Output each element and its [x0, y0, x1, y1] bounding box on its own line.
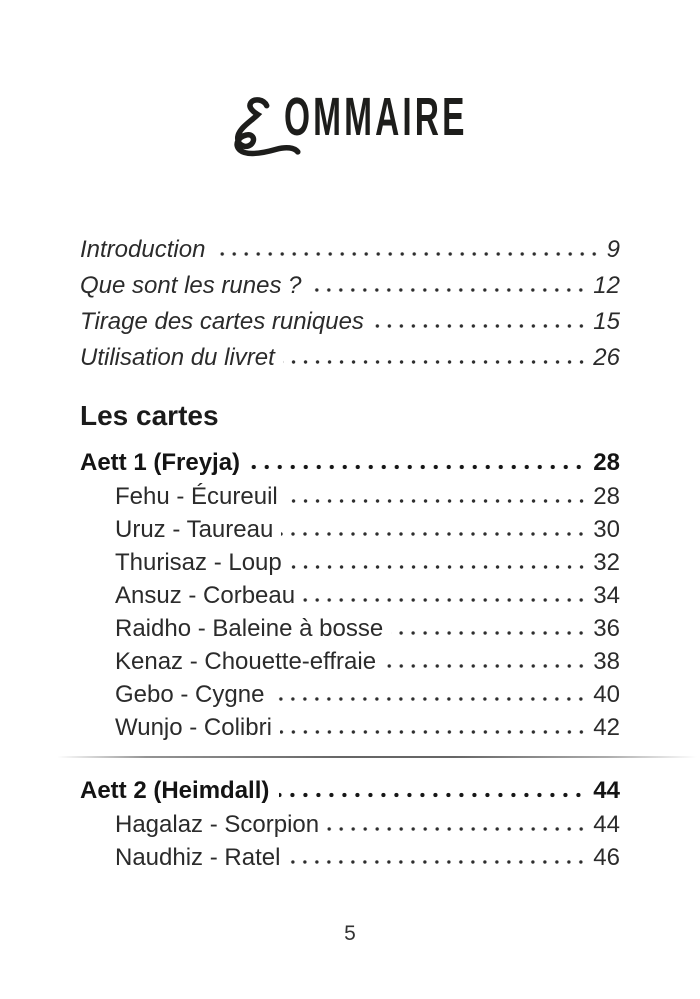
toc-entry-label: Tirage des cartes runiques: [80, 308, 364, 335]
table-of-contents: [80, 232, 620, 874]
section-items: [80, 480, 620, 744]
section-title-row: [80, 446, 620, 480]
dot-leader: [280, 729, 587, 735]
toc-entry-label: Utilisation du livret: [80, 344, 275, 371]
toc-entry-label: Gebo - Cygne: [115, 681, 265, 708]
toc-entry-label: Introduction: [80, 236, 206, 263]
dot-leader: [283, 359, 588, 365]
toc-entry: [80, 304, 620, 340]
toc-entry-label: Naudhiz - Ratel: [115, 844, 281, 871]
toc-entry-label: Thurisaz - Loup: [115, 549, 282, 576]
toc-entry-page: 46: [593, 844, 620, 871]
dot-leader: [327, 826, 587, 832]
dot-leader: [372, 323, 587, 329]
section-heading: Les cartes: [80, 400, 219, 431]
toc-entry: [80, 513, 620, 546]
toc-entry: [80, 612, 620, 645]
dot-leader: [213, 251, 600, 257]
dot-leader: [288, 859, 587, 865]
toc-entry-page: 12: [593, 272, 620, 299]
dot-leader: [250, 464, 585, 470]
toc-entry-label: Uruz - Taureau: [115, 516, 274, 543]
dot-leader: [279, 792, 585, 798]
toc-entry-page: 15: [593, 308, 620, 335]
toc-entry-page: 28: [593, 483, 620, 510]
toc-entry-label: Que sont les runes ?: [80, 272, 302, 299]
toc-entry-label: Fehu - Écureuil: [115, 483, 278, 510]
toc-entry-label: Wunjo - Colibri: [115, 714, 272, 741]
toc-section-aett1: [80, 446, 620, 744]
toc-entry-label: Ansuz - Corbeau: [115, 582, 296, 609]
dot-leader: [281, 531, 587, 537]
toc-entry: [80, 268, 620, 304]
toc-entry-page: 32: [593, 549, 620, 576]
toc-entry-page: 26: [593, 344, 620, 371]
section-title-row: [80, 774, 620, 808]
dot-leader: [290, 564, 588, 570]
section-divider: [57, 756, 697, 758]
page-title-text: OMMAIRE: [284, 87, 468, 147]
dot-leader: [303, 597, 587, 603]
section-title-page: 44: [593, 777, 620, 804]
toc-entry: [80, 678, 620, 711]
toc-entry-page: 9: [606, 236, 620, 263]
toc-entry: [80, 808, 620, 841]
toc-entry: [80, 711, 620, 744]
toc-entry: [80, 546, 620, 579]
toc-entry-label: Hagalaz - Scorpion: [115, 811, 320, 838]
intro-entries: [80, 232, 620, 376]
toc-entry-page: 34: [593, 582, 620, 609]
section-title-page: 28: [593, 449, 620, 476]
section-title-label: Aett 2 (Heimdall): [80, 777, 270, 804]
toc-entry-label: Kenaz - Chouette-effraie: [115, 648, 377, 675]
toc-entry-label: Raidho - Baleine à bosse: [115, 615, 384, 642]
dot-leader: [384, 663, 587, 669]
toc-entry-page: 40: [593, 681, 620, 708]
dot-leader: [391, 630, 587, 636]
page-number-footer: 5: [344, 922, 356, 945]
section-title-label: Aett 1 (Freyja): [80, 449, 241, 476]
toc-entry-page: 38: [593, 648, 620, 675]
toc-entry: [80, 841, 620, 874]
dot-leader: [272, 696, 587, 702]
toc-entry-page: 44: [593, 811, 620, 838]
toc-entry-page: 30: [593, 516, 620, 543]
toc-entry: [80, 579, 620, 612]
toc-entry: [80, 232, 620, 268]
toc-entry: [80, 480, 620, 513]
page-title: [80, 66, 620, 147]
toc-entry: [80, 645, 620, 678]
dot-leader: [286, 498, 588, 504]
toc-entry-page: 36: [593, 615, 620, 642]
toc-section-aett2: [80, 774, 620, 874]
toc-entry-page: 42: [593, 714, 620, 741]
section-items: [80, 808, 620, 874]
toc-entry: [80, 340, 620, 376]
dot-leader: [309, 287, 587, 293]
